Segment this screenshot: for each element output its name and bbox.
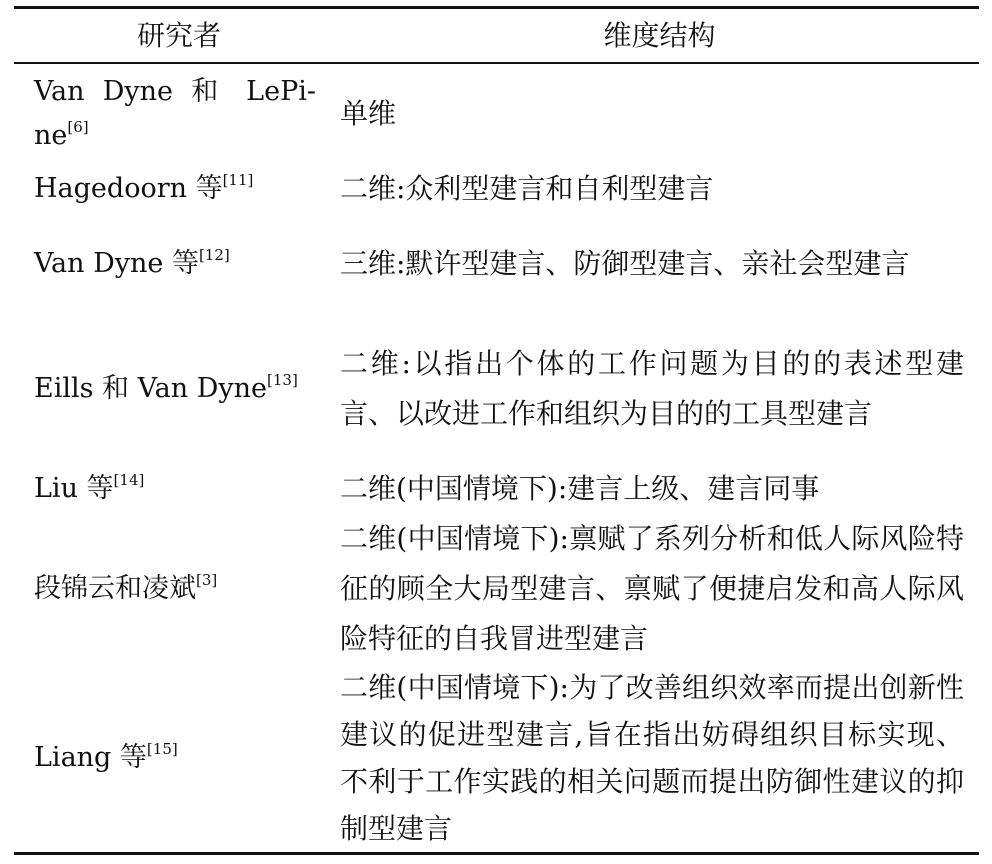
dimension-text: 三维:默许型建言、防御型建言、亲社会型建言	[340, 247, 910, 280]
researcher-cell	[34, 64, 316, 164]
citation-ref: [15]	[146, 740, 178, 758]
dimension-cell	[340, 464, 964, 514]
dimension-text: 二维:众利型建言和自利型建言	[340, 172, 714, 205]
citation-ref: [3]	[196, 571, 218, 589]
researcher-name: Van Dyne 等	[34, 248, 199, 279]
researcher-cell	[34, 314, 316, 464]
dimension-text: 二维:以指出个体的工作问题为目的的表述型建言、以改进工作和组织为目的的工具型建言	[340, 347, 964, 430]
citation-ref: [11]	[222, 171, 254, 189]
citation-ref: [14]	[113, 471, 145, 489]
researcher-cell	[34, 164, 316, 214]
researcher-cell	[34, 664, 316, 852]
table-bottom-rule	[14, 852, 979, 855]
table-row	[14, 664, 979, 852]
table-row	[14, 214, 979, 314]
table-row	[14, 314, 979, 464]
citation-ref: [6]	[67, 118, 89, 136]
researcher-name: Van Dyne 和 LePi-ne	[34, 76, 316, 151]
researcher-cell	[34, 214, 316, 314]
researcher-name: Eills 和 Van Dyne	[34, 373, 267, 404]
dimension-cell	[340, 214, 964, 314]
researcher-name: Liu 等	[34, 473, 114, 504]
table-row	[14, 464, 979, 514]
dimension-cell	[340, 314, 964, 464]
dimension-cell	[340, 64, 964, 164]
researcher-cell	[34, 514, 316, 664]
researcher-name: 段锦云和凌斌	[34, 573, 196, 604]
dimension-cell	[340, 664, 964, 852]
researcher-cell	[34, 464, 316, 514]
dimension-cell	[340, 164, 964, 214]
table-row	[14, 514, 979, 664]
researcher-name: Liang 等	[34, 742, 147, 773]
table-row	[14, 164, 979, 214]
researcher-name: Hagedoorn 等	[34, 173, 223, 204]
dimension-text: 二维(中国情境下):建言上级、建言同事	[340, 472, 820, 505]
header-dimension: 维度结构	[603, 19, 716, 52]
dimension-text: 二维(中国情境下):禀赋了系列分析和低人际风险特征的顾全大局型建言、禀赋了便捷启发和高人际风险特征的自我冒进型建言	[340, 522, 964, 655]
dimension-text: 二维(中国情境下):为了改善组织效率而提出创新性建议的促进型建言,旨在指出妨碍组织目标实现、不利于工作实践的相关问题而提出防御性建议的抑制型建言	[340, 671, 964, 845]
table-top-rule	[14, 6, 979, 9]
header-researcher: 研究者	[136, 19, 221, 52]
citation-ref: [12]	[198, 246, 230, 264]
citation-ref: [13]	[267, 371, 298, 389]
dimension-text: 单维	[340, 97, 397, 130]
dimension-cell	[340, 514, 964, 664]
table-row	[14, 64, 979, 164]
